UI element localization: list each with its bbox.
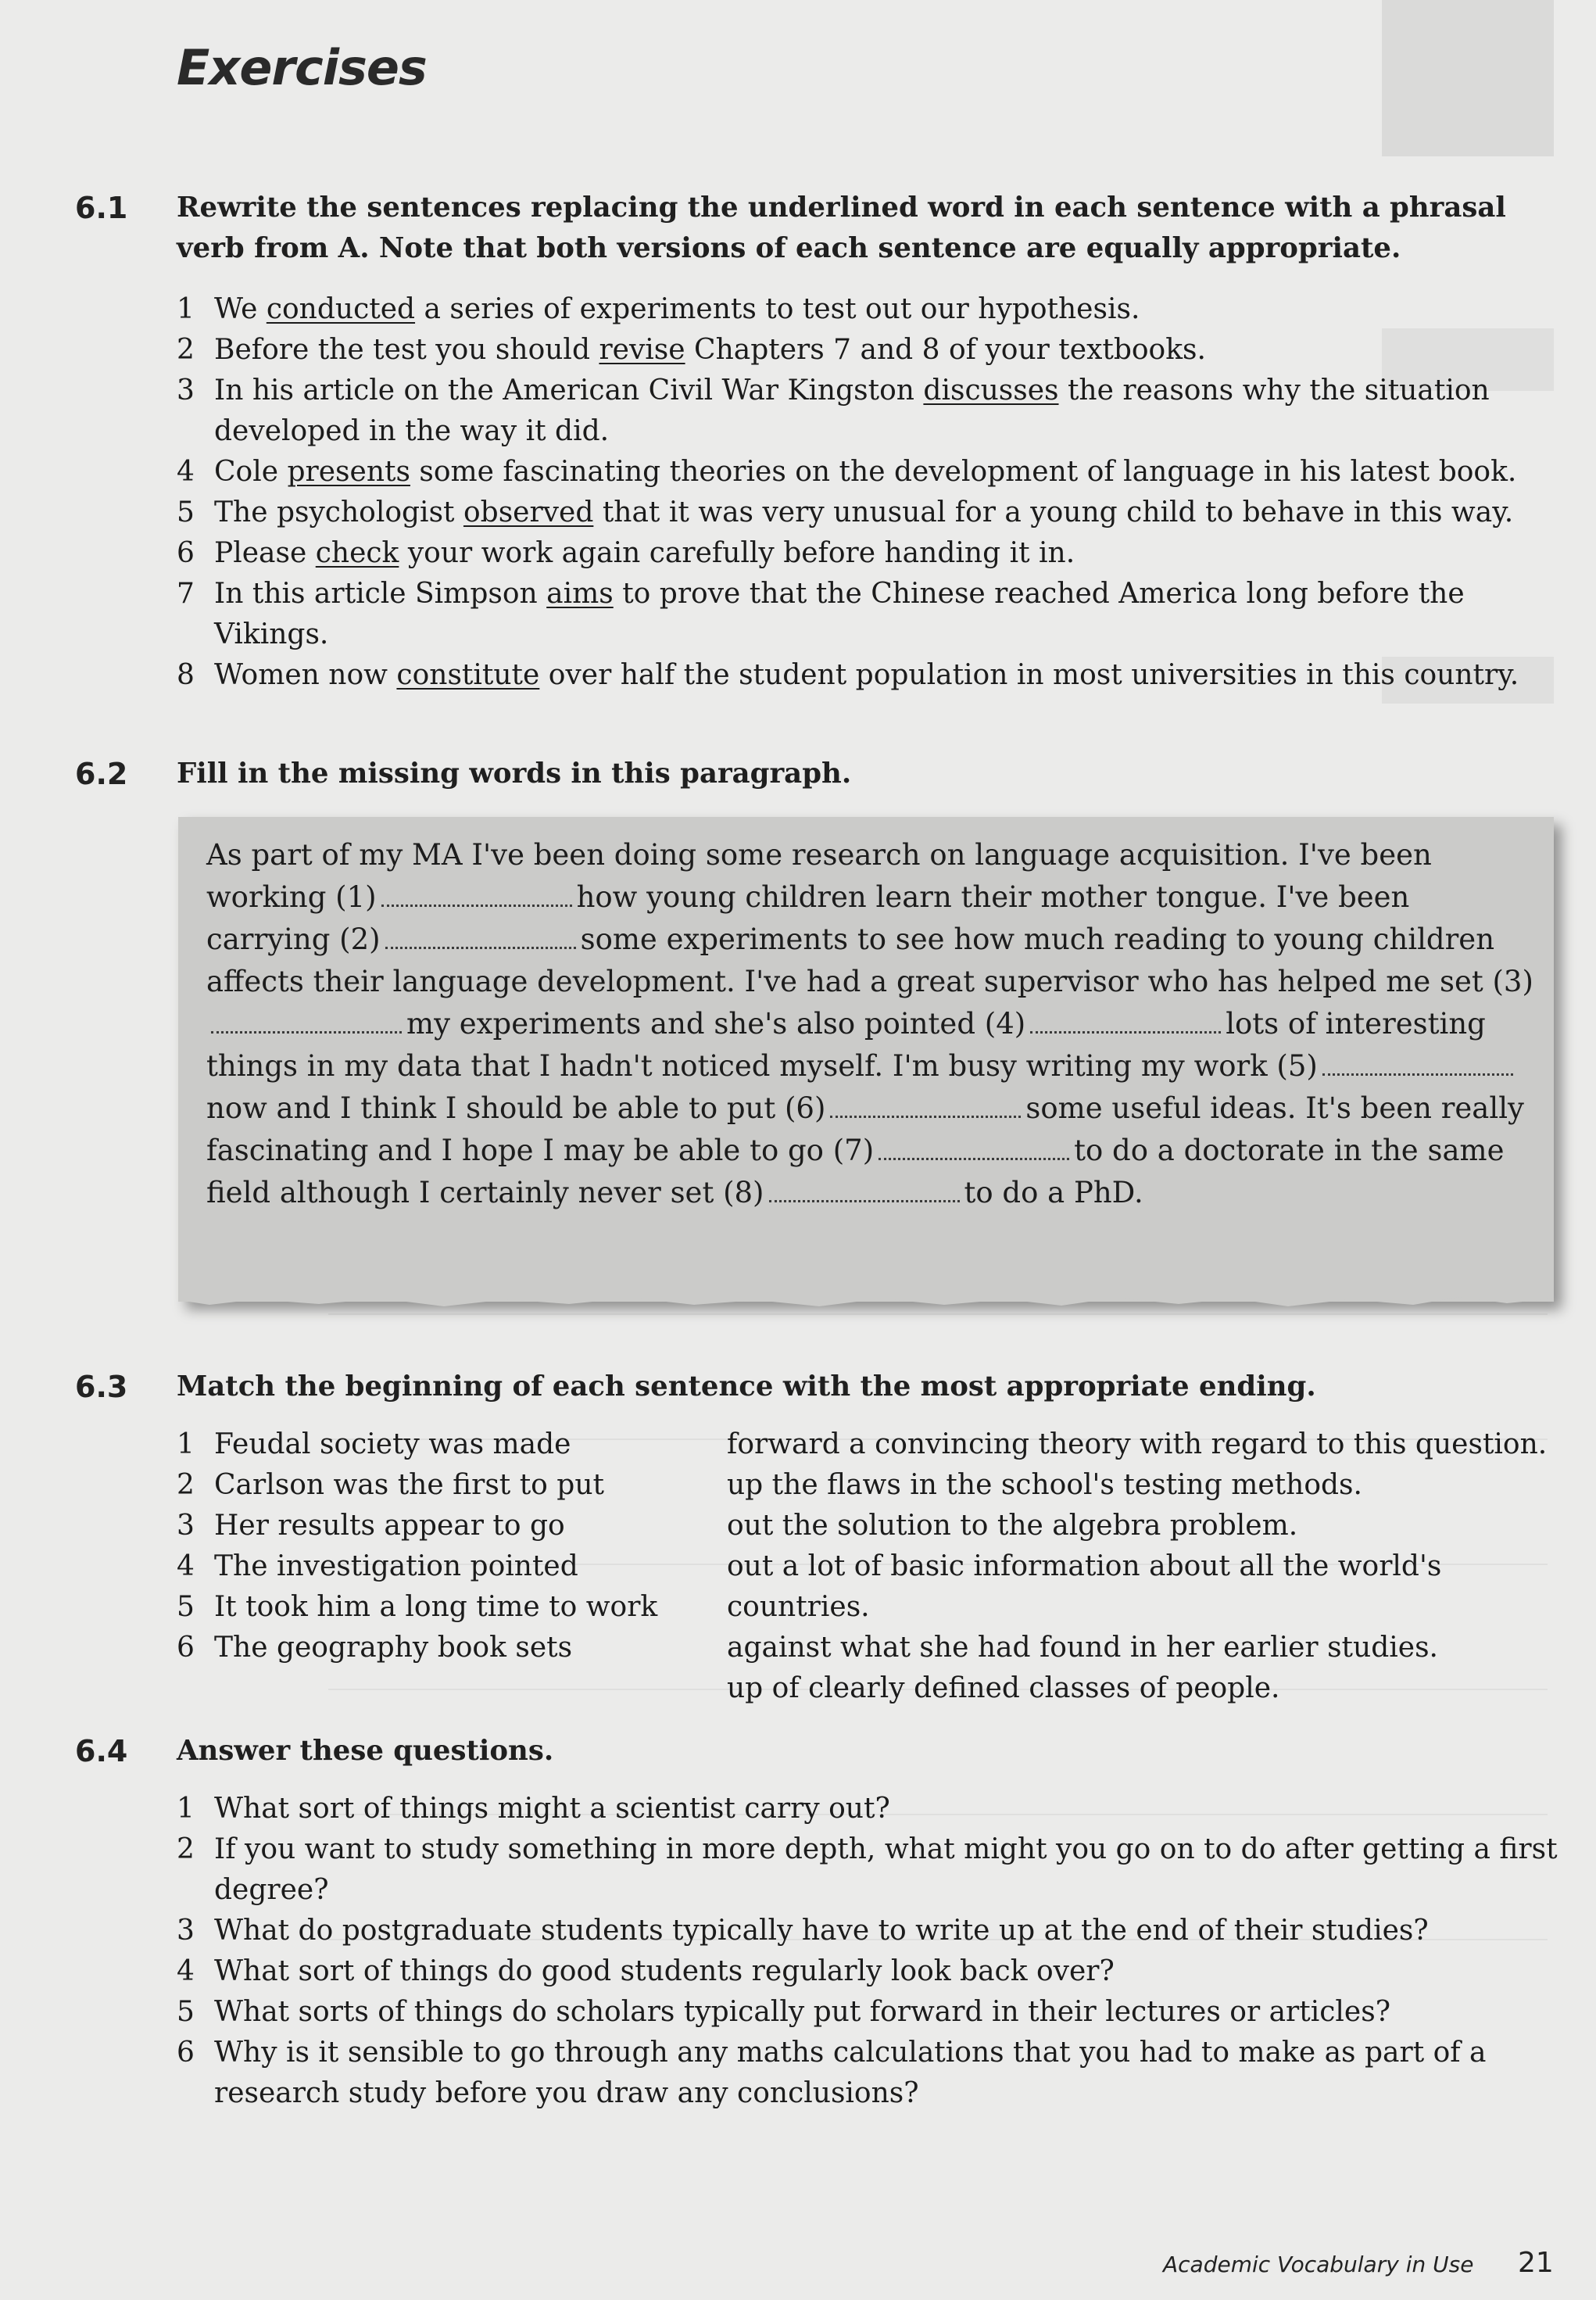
list-item xyxy=(177,493,1560,533)
item-text: your work again carefully before handing it in. xyxy=(399,537,1075,569)
gap-fill-paragraph xyxy=(206,834,1535,1214)
answer-blank-3[interactable] xyxy=(211,1008,402,1034)
paragraph-box xyxy=(178,817,1554,1302)
item-text: Feudal society was made xyxy=(214,1428,571,1460)
list-item xyxy=(177,1911,1560,1951)
item-number: 2 xyxy=(177,1469,195,1501)
paragraph-segment: my experiments and she's also pointed (4) xyxy=(406,1007,1026,1041)
exercise-number: 6.2 xyxy=(75,757,128,791)
item-text: Why is it sensible to go through any maths calculations that you had to make as part of a research study before you draw any conclusions? xyxy=(214,2037,1487,2109)
page-title: Exercises xyxy=(177,39,427,96)
page-number: 21 xyxy=(1518,2247,1554,2279)
item-number: 3 xyxy=(177,1915,195,1947)
underlined-word: constitute xyxy=(396,659,540,691)
sentence-beginnings xyxy=(177,1424,724,1668)
item-number: 5 xyxy=(177,1996,195,2028)
item-text: What do postgraduate students typically have to write up at the end of their studies? xyxy=(214,1915,1429,1947)
list-item xyxy=(177,1951,1560,1992)
item-number: 4 xyxy=(177,456,195,488)
list-item xyxy=(177,371,1560,452)
list-item xyxy=(177,1424,724,1465)
item-text: If you want to study something in more depth, what might you go on to do after getting a first degree? xyxy=(214,1833,1558,1906)
list-item xyxy=(177,289,1560,330)
item-number: 4 xyxy=(177,1550,195,1582)
torn-edge xyxy=(178,1292,1554,1309)
item-number: 2 xyxy=(177,334,195,366)
answer-blank-8[interactable] xyxy=(769,1177,960,1202)
underlined-word: presents xyxy=(287,456,410,488)
item-text: to prove that the Chinese reached America long before the Vikings. xyxy=(214,578,1465,650)
list-item xyxy=(177,452,1560,493)
item-text: Women now xyxy=(214,659,397,691)
exercise-items xyxy=(177,1789,1560,2114)
list-item: forward a convincing theory with regard to this question. xyxy=(727,1428,1548,1460)
list-item xyxy=(177,1465,724,1506)
item-text: In his article on the American Civil War Kingston xyxy=(214,374,924,407)
list-item xyxy=(177,1587,724,1628)
item-number: 4 xyxy=(177,1955,195,1987)
list-item xyxy=(177,330,1560,371)
answer-blank-4[interactable] xyxy=(1030,1008,1221,1034)
ghost-rule xyxy=(328,1313,1548,1315)
exercise-instruction: Answer these questions. xyxy=(177,1735,554,1767)
list-item xyxy=(177,1546,724,1587)
item-number: 5 xyxy=(177,1591,195,1623)
list-item: out the solution to the algebra problem. xyxy=(727,1510,1298,1542)
exercise-instruction: Fill in the missing words in this paragraph. xyxy=(177,758,852,790)
item-text: the reasons why the situation developed in the way it did. xyxy=(214,374,1490,447)
list-item xyxy=(177,655,1560,696)
list-item xyxy=(177,533,1560,574)
paragraph-segment: to do a PhD. xyxy=(964,1176,1143,1209)
list-item: against what she had found in her earlier studies. xyxy=(727,1632,1438,1664)
underlined-word: observed xyxy=(463,496,594,528)
item-text: Her results appear to go xyxy=(214,1510,565,1542)
list-item: up the flaws in the school's testing methods. xyxy=(727,1469,1362,1501)
item-text: Before the test you should xyxy=(214,334,599,366)
item-text: Cole xyxy=(214,456,288,488)
underlined-word: check xyxy=(315,537,399,569)
exercise-instruction: Rewrite the sentences replacing the underlined word in each sentence with a phrasal verb from A. Note that both versions of each sentence are equally appropriate. xyxy=(177,192,1506,264)
item-text: that it was very unusual for a young child to behave in this way. xyxy=(593,496,1514,528)
book-title-footer: Academic Vocabulary in Use xyxy=(1163,2252,1474,2277)
paragraph-segment: lots of interesting things in my data that I hadn't noticed myself. I'm busy writing my work (5) xyxy=(206,1007,1486,1083)
item-text: Carlson was the first to put xyxy=(214,1469,604,1501)
item-number: 6 xyxy=(177,2037,195,2069)
paragraph-segment: how young children learn their mother tongue. I've been carrying (2) xyxy=(206,880,1410,956)
list-item xyxy=(177,1829,1560,1911)
item-text: We xyxy=(214,293,267,325)
item-number: 2 xyxy=(177,1833,195,1865)
item-number: 8 xyxy=(177,659,195,691)
list-item xyxy=(177,1789,1560,1829)
list-item: up of clearly defined classes of people. xyxy=(727,1672,1280,1704)
item-number: 6 xyxy=(177,537,195,569)
item-number: 1 xyxy=(177,293,195,325)
exercise-items xyxy=(177,289,1560,696)
item-number: 3 xyxy=(177,1510,195,1542)
paragraph-segment: As part of my MA I've been doing some research on language acquisition. I've been working (1) xyxy=(206,838,1432,914)
item-text: What sort of things do good students regularly look back over? xyxy=(214,1955,1115,1987)
item-text: In this article Simpson xyxy=(214,578,547,610)
ghost-tab xyxy=(1382,0,1554,156)
answer-blank-7[interactable] xyxy=(879,1134,1069,1160)
exercise-number: 6.3 xyxy=(75,1370,128,1404)
list-item xyxy=(177,1992,1560,2033)
item-text: a series of experiments to test out our hypothesis. xyxy=(415,293,1140,325)
list-item xyxy=(177,2033,1560,2114)
item-text: It took him a long time to work xyxy=(214,1591,658,1623)
exercise-number: 6.4 xyxy=(75,1734,128,1768)
item-text: Chapters 7 and 8 of your textbooks. xyxy=(685,334,1206,366)
item-text: The psychologist xyxy=(214,496,463,528)
item-text: The investigation pointed xyxy=(214,1550,578,1582)
item-text: Please xyxy=(214,537,316,569)
answer-blank-6[interactable] xyxy=(830,1092,1021,1118)
paragraph-segment: some useful ideas. It's been really fascinating and I hope I may be able to go (7) xyxy=(206,1091,1524,1167)
list-item: out a lot of basic information about all the world's countries. xyxy=(727,1550,1442,1623)
underlined-word: discusses xyxy=(923,374,1059,407)
paragraph-segment: to do a doctorate in the same field although I certainly never set (8) xyxy=(206,1134,1505,1209)
underlined-word: aims xyxy=(546,578,614,610)
sentence-endings xyxy=(727,1424,1555,1709)
underlined-word: revise xyxy=(599,334,685,366)
underlined-word: conducted xyxy=(266,293,416,325)
item-number: 3 xyxy=(177,374,195,407)
answer-blank-2[interactable] xyxy=(385,923,576,949)
item-number: 6 xyxy=(177,1632,195,1664)
item-number: 1 xyxy=(177,1793,195,1825)
paragraph-segment: some experiments to see how much reading to young children affects their language development. I've had a great supervisor who has helped me set (3) xyxy=(206,923,1533,998)
answer-blank-1[interactable] xyxy=(381,881,572,907)
exercise-number: 6.1 xyxy=(75,191,128,225)
item-number: 5 xyxy=(177,496,195,528)
item-text: some fascinating theories on the development of language in his latest book. xyxy=(410,456,1517,488)
item-number: 7 xyxy=(177,578,195,610)
item-text: The geography book sets xyxy=(214,1632,573,1664)
item-text: What sorts of things do scholars typically put forward in their lectures or articles? xyxy=(214,1996,1391,2028)
item-text: over half the student population in most universities in this country. xyxy=(539,659,1519,691)
list-item xyxy=(177,1506,724,1546)
list-item xyxy=(177,1628,724,1668)
item-number: 1 xyxy=(177,1428,195,1460)
exercise-instruction: Match the beginning of each sentence with the most appropriate ending. xyxy=(177,1370,1316,1403)
item-text: What sort of things might a scientist carry out? xyxy=(214,1793,890,1825)
answer-blank-5[interactable] xyxy=(1322,1050,1513,1076)
paragraph-segment: now and I think I should be able to put (6) xyxy=(206,1091,826,1125)
list-item xyxy=(177,574,1560,655)
